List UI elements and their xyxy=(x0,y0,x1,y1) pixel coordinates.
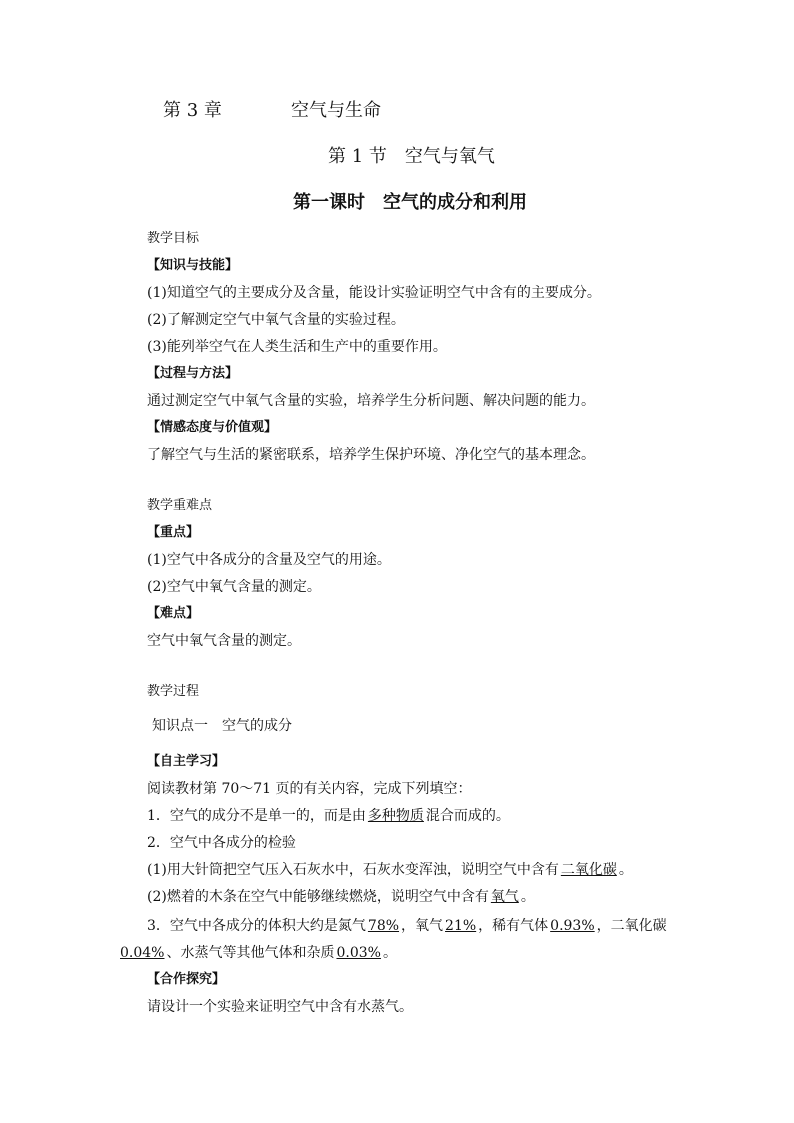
rare-gas-prefix: ，稀有气体 xyxy=(478,918,549,934)
cooperative-inquiry-label: 【合作探究】 xyxy=(147,972,226,987)
knowledge-item-3: (3)能列举空气在人类生活和生产中的重要作用。 xyxy=(147,339,447,355)
section-title: 第 1 节 空气与氧气 xyxy=(328,146,495,167)
oxygen-prefix: ，氧气 xyxy=(401,918,444,934)
question-3-line-2 xyxy=(118,943,397,963)
rare-gas-answer: 0.93% xyxy=(550,918,595,934)
difficulty-label: 【难点】 xyxy=(147,606,200,621)
difficulty-text: 空气中氧气含量的测定。 xyxy=(147,633,301,649)
self-study-label: 【自主学习】 xyxy=(147,754,226,769)
question-1-answer: 多种物质 xyxy=(367,808,424,824)
attitude-label: 【情感态度与价值观】 xyxy=(147,420,278,435)
lesson-title: 第一课时 空气的成分和利用 xyxy=(293,192,527,213)
focus-label: 【重点】 xyxy=(147,525,200,540)
question-2: 2．空气中各成分的检验 xyxy=(147,835,296,851)
question-3-tail: 。 xyxy=(382,945,397,961)
knowledge-item-1: (1)知道空气的主要成分及含量，能设计实验证明空气中含有的主要成分。 xyxy=(147,285,601,301)
process-method-text: 通过测定空气中氧气含量的实验，培养学生分析问题、解决问题的能力。 xyxy=(147,393,595,409)
question-3-line-1 xyxy=(147,916,667,936)
attitude-text: 了解空气与生活的紧密联系，培养学生保护环境、净化空气的基本理念。 xyxy=(147,447,595,463)
question-1-text: 1．空气的成分不是单一的，而是由 xyxy=(147,808,366,824)
question-2-1 xyxy=(147,860,633,880)
process-method-label: 【过程与方法】 xyxy=(147,366,239,381)
question-2-2-tail: 。 xyxy=(520,889,535,905)
process-heading: 教学过程 xyxy=(147,684,200,699)
nitrogen-answer: 78% xyxy=(367,918,400,934)
focus-item-1: (1)空气中各成分的含量及空气的用途。 xyxy=(147,552,391,568)
goals-heading: 教学目标 xyxy=(147,231,200,246)
question-2-1-text: (1)用大针筒把空气压入石灰水中，石灰水变浑浊，说明空气中含有 xyxy=(147,862,559,878)
question-2-1-tail: 。 xyxy=(618,862,633,878)
co2-prefix: ，二氧化碳 xyxy=(596,918,667,934)
knowledge-label: 【知识与技能】 xyxy=(147,258,239,273)
focus-item-2: (2)空气中氧气含量的测定。 xyxy=(147,579,321,595)
cooperative-inquiry-text: 请设计一个实验来证明空气中含有水蒸气。 xyxy=(147,999,413,1015)
question-2-1-answer: 二氧化碳 xyxy=(560,862,617,878)
question-1 xyxy=(147,806,510,826)
water-vapor-prefix: 、水蒸气等其他气体和杂质 xyxy=(166,945,335,961)
self-study-intro: 阅读教材第 70～71 页的有关内容，完成下列填空： xyxy=(147,781,472,797)
water-vapor-answer: 0.03% xyxy=(336,945,381,961)
question-1-tail: 混合而成的。 xyxy=(425,808,510,824)
key-points-heading: 教学重难点 xyxy=(147,498,213,513)
chapter-number: 第 3 章 xyxy=(163,100,222,121)
question-2-2-answer: 氧气 xyxy=(490,889,519,905)
oxygen-answer: 21% xyxy=(445,918,477,934)
question-2-2 xyxy=(147,887,535,907)
chapter-name: 空气与生命 xyxy=(291,100,381,121)
question-2-2-text: (2)燃着的木条在空气中能够继续燃烧，说明空气中含有 xyxy=(147,889,489,905)
knowledge-point-title: 知识点一 空气的成分 xyxy=(152,718,292,734)
knowledge-item-2: (2)了解测定空气中氧气含量的实验过程。 xyxy=(147,312,405,328)
question-3-text: 3．空气中各成分的体积大约是氮气 xyxy=(147,918,366,934)
co2-answer: 0.04% xyxy=(120,945,165,961)
